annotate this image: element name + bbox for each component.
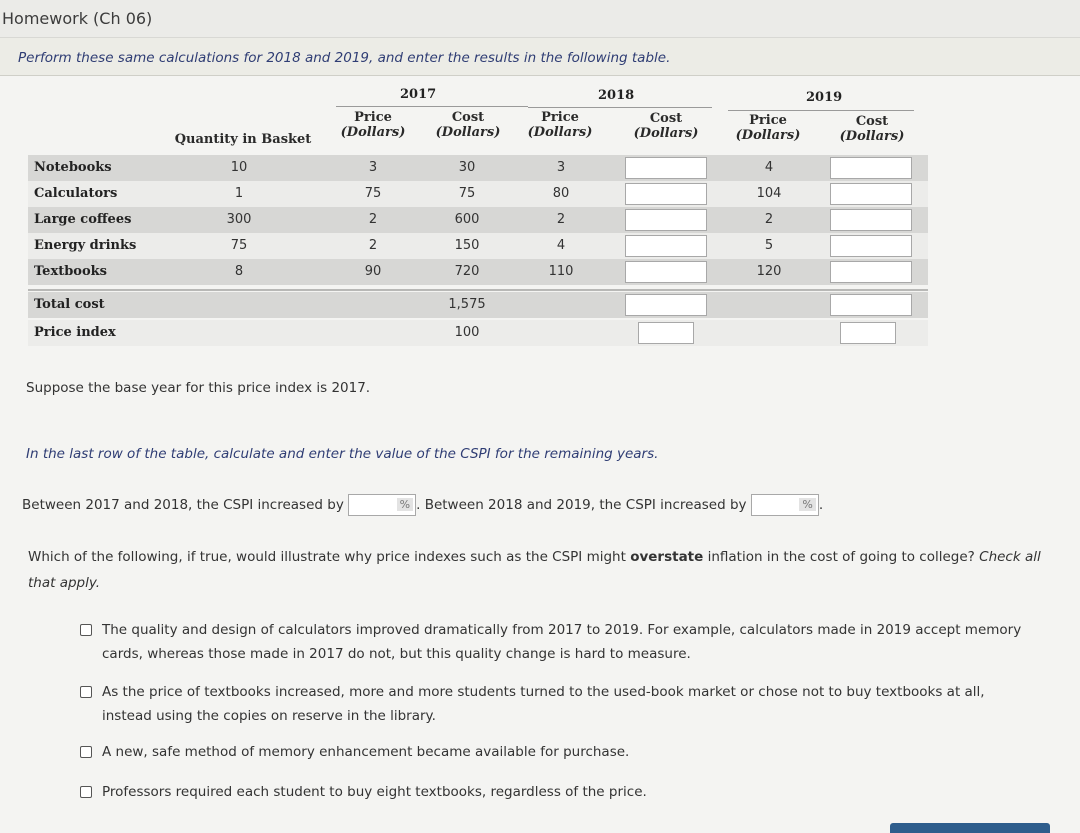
price-2019-cell: 2 — [764, 212, 774, 227]
row-label: Notebooks — [34, 160, 112, 175]
submit-button[interactable] — [890, 823, 1050, 833]
increase-text-end: . — [818, 497, 824, 513]
price-2018-header: Price (Dollars) — [527, 110, 593, 140]
price-2018-cell: 3 — [556, 160, 566, 175]
base-year-note: Suppose the base year for this price index is 2017. — [26, 380, 371, 396]
cost-2017-header: Cost (Dollars) — [435, 110, 501, 140]
quantity-header: Quantity in Basket — [174, 132, 312, 147]
option-label: A new, safe method of memory enhancement became available for purchase. — [102, 744, 630, 760]
cost-2018-input[interactable] — [625, 209, 707, 231]
cost-2017-cell: 75 — [458, 186, 476, 201]
row-label: Calculators — [34, 186, 118, 201]
option-label: Professors required each student to buy eight textbooks, regardless of the price. — [102, 784, 647, 800]
row-label: Textbooks — [34, 264, 107, 279]
option-item[interactable] — [82, 680, 1032, 728]
price-2017-cell: 3 — [368, 160, 378, 175]
cost-2019-input[interactable] — [830, 261, 912, 283]
cost-2017-cell: 600 — [454, 212, 480, 227]
price-2017-header: Price (Dollars) — [340, 110, 406, 140]
table-row — [28, 207, 928, 233]
cost-2018-input[interactable] — [625, 183, 707, 205]
index-row — [28, 320, 928, 346]
index-2017-cell: 100 — [454, 325, 480, 340]
year-2019-rule — [728, 110, 914, 111]
percent-unit: % — [799, 498, 815, 511]
checkbox[interactable] — [80, 624, 92, 636]
year-2017-rule — [336, 106, 528, 107]
cost-2018-header: Cost (Dollars) — [633, 111, 699, 141]
price-2019-cell: 5 — [764, 238, 774, 253]
price-2017-cell: 75 — [364, 186, 382, 201]
instruction-bar — [0, 38, 1080, 76]
checkbox[interactable] — [80, 786, 92, 798]
qty-cell: 8 — [234, 264, 244, 279]
total-2017-cell: 1,575 — [448, 297, 486, 312]
price-2017-cell: 2 — [368, 212, 378, 227]
question-hint: Check all that apply. — [28, 549, 1041, 591]
cost-2019-header: Cost (Dollars) — [839, 114, 905, 144]
price-2019-cell: 104 — [756, 186, 782, 201]
question-emphasis: overstate — [630, 549, 704, 565]
year-2018-rule — [528, 107, 712, 108]
total-row — [28, 292, 928, 318]
cspi-instruction: In the last row of the table, calculate and enter the value of the CSPI for the remaining years. — [26, 446, 659, 462]
year-2019-header: 2019 — [806, 90, 843, 105]
cost-2019-input[interactable] — [830, 183, 912, 205]
price-2018-cell: 4 — [556, 238, 566, 253]
increase-text-2: . Between 2018 and 2019, the CSPI increased by — [416, 497, 747, 513]
price-2018-cell: 110 — [548, 264, 574, 279]
cost-2017-cell: 30 — [458, 160, 476, 175]
cost-2019-input[interactable] — [830, 209, 912, 231]
cost-2018-input[interactable] — [625, 261, 707, 283]
cost-2019-input[interactable] — [830, 157, 912, 179]
option-label: As the price of textbooks increased, more and more students turned to the used-book market or chose not to buy textbooks at all, instead using the copies on reserve in the library. — [102, 684, 985, 724]
cost-2017-cell: 720 — [454, 264, 480, 279]
title-bar — [0, 0, 1080, 38]
page-title: Homework (Ch 06) — [2, 9, 153, 28]
option-item[interactable] — [82, 740, 1032, 764]
increase-2018-input[interactable] — [348, 494, 416, 516]
index-label: Price index — [34, 325, 116, 340]
price-2019-header: Price (Dollars) — [735, 113, 801, 143]
total-2018-input[interactable] — [625, 294, 707, 316]
qty-cell: 300 — [226, 212, 252, 227]
percent-unit: % — [397, 498, 413, 511]
year-2017-header: 2017 — [400, 87, 437, 102]
table-row — [28, 181, 928, 207]
total-label: Total cost — [34, 297, 105, 312]
qty-cell: 1 — [234, 186, 244, 201]
price-2018-cell: 80 — [552, 186, 570, 201]
increase-text-1: Between 2017 and 2018, the CSPI increased by — [22, 497, 344, 513]
table-row — [28, 155, 928, 181]
option-label: The quality and design of calculators improved dramatically from 2017 to 2019. For example, calculators made in 2019 accept memory cards, whereas those made in 2017 do not, but this quality change is hard to measure. — [102, 622, 1022, 662]
total-2019-input[interactable] — [830, 294, 912, 316]
year-2018-header: 2018 — [598, 88, 635, 103]
price-table — [28, 82, 928, 347]
price-2019-cell: 120 — [756, 264, 782, 279]
price-2017-cell: 2 — [368, 238, 378, 253]
table-separator — [28, 289, 928, 291]
cost-2018-input[interactable] — [625, 235, 707, 257]
option-item[interactable] — [82, 618, 1032, 666]
index-2018-input[interactable] — [638, 322, 694, 344]
row-label: Large coffees — [34, 212, 132, 227]
qty-cell: 75 — [230, 238, 248, 253]
index-2019-input[interactable] — [840, 322, 896, 344]
increase-sentence — [22, 494, 902, 516]
cost-2017-cell: 150 — [454, 238, 480, 253]
table-row — [28, 259, 928, 285]
price-2018-cell: 2 — [556, 212, 566, 227]
option-item[interactable] — [82, 780, 1032, 804]
cost-2018-input[interactable] — [625, 157, 707, 179]
table-row — [28, 233, 928, 259]
checkbox[interactable] — [80, 686, 92, 698]
price-2017-cell: 90 — [364, 264, 382, 279]
increase-2019-input[interactable] — [751, 494, 819, 516]
row-label: Energy drinks — [34, 238, 137, 253]
question-text: Which of the following, if true, would illustrate why price indexes such as the CSPI might overstate inflation in the cost of going to college? Check all that apply. — [28, 549, 1041, 591]
qty-cell: 10 — [230, 160, 248, 175]
price-2019-cell: 4 — [764, 160, 774, 175]
instruction-text: Perform these same calculations for 2018 and 2019, and enter the results in the following table. — [18, 50, 671, 66]
checkbox[interactable] — [80, 746, 92, 758]
cost-2019-input[interactable] — [830, 235, 912, 257]
